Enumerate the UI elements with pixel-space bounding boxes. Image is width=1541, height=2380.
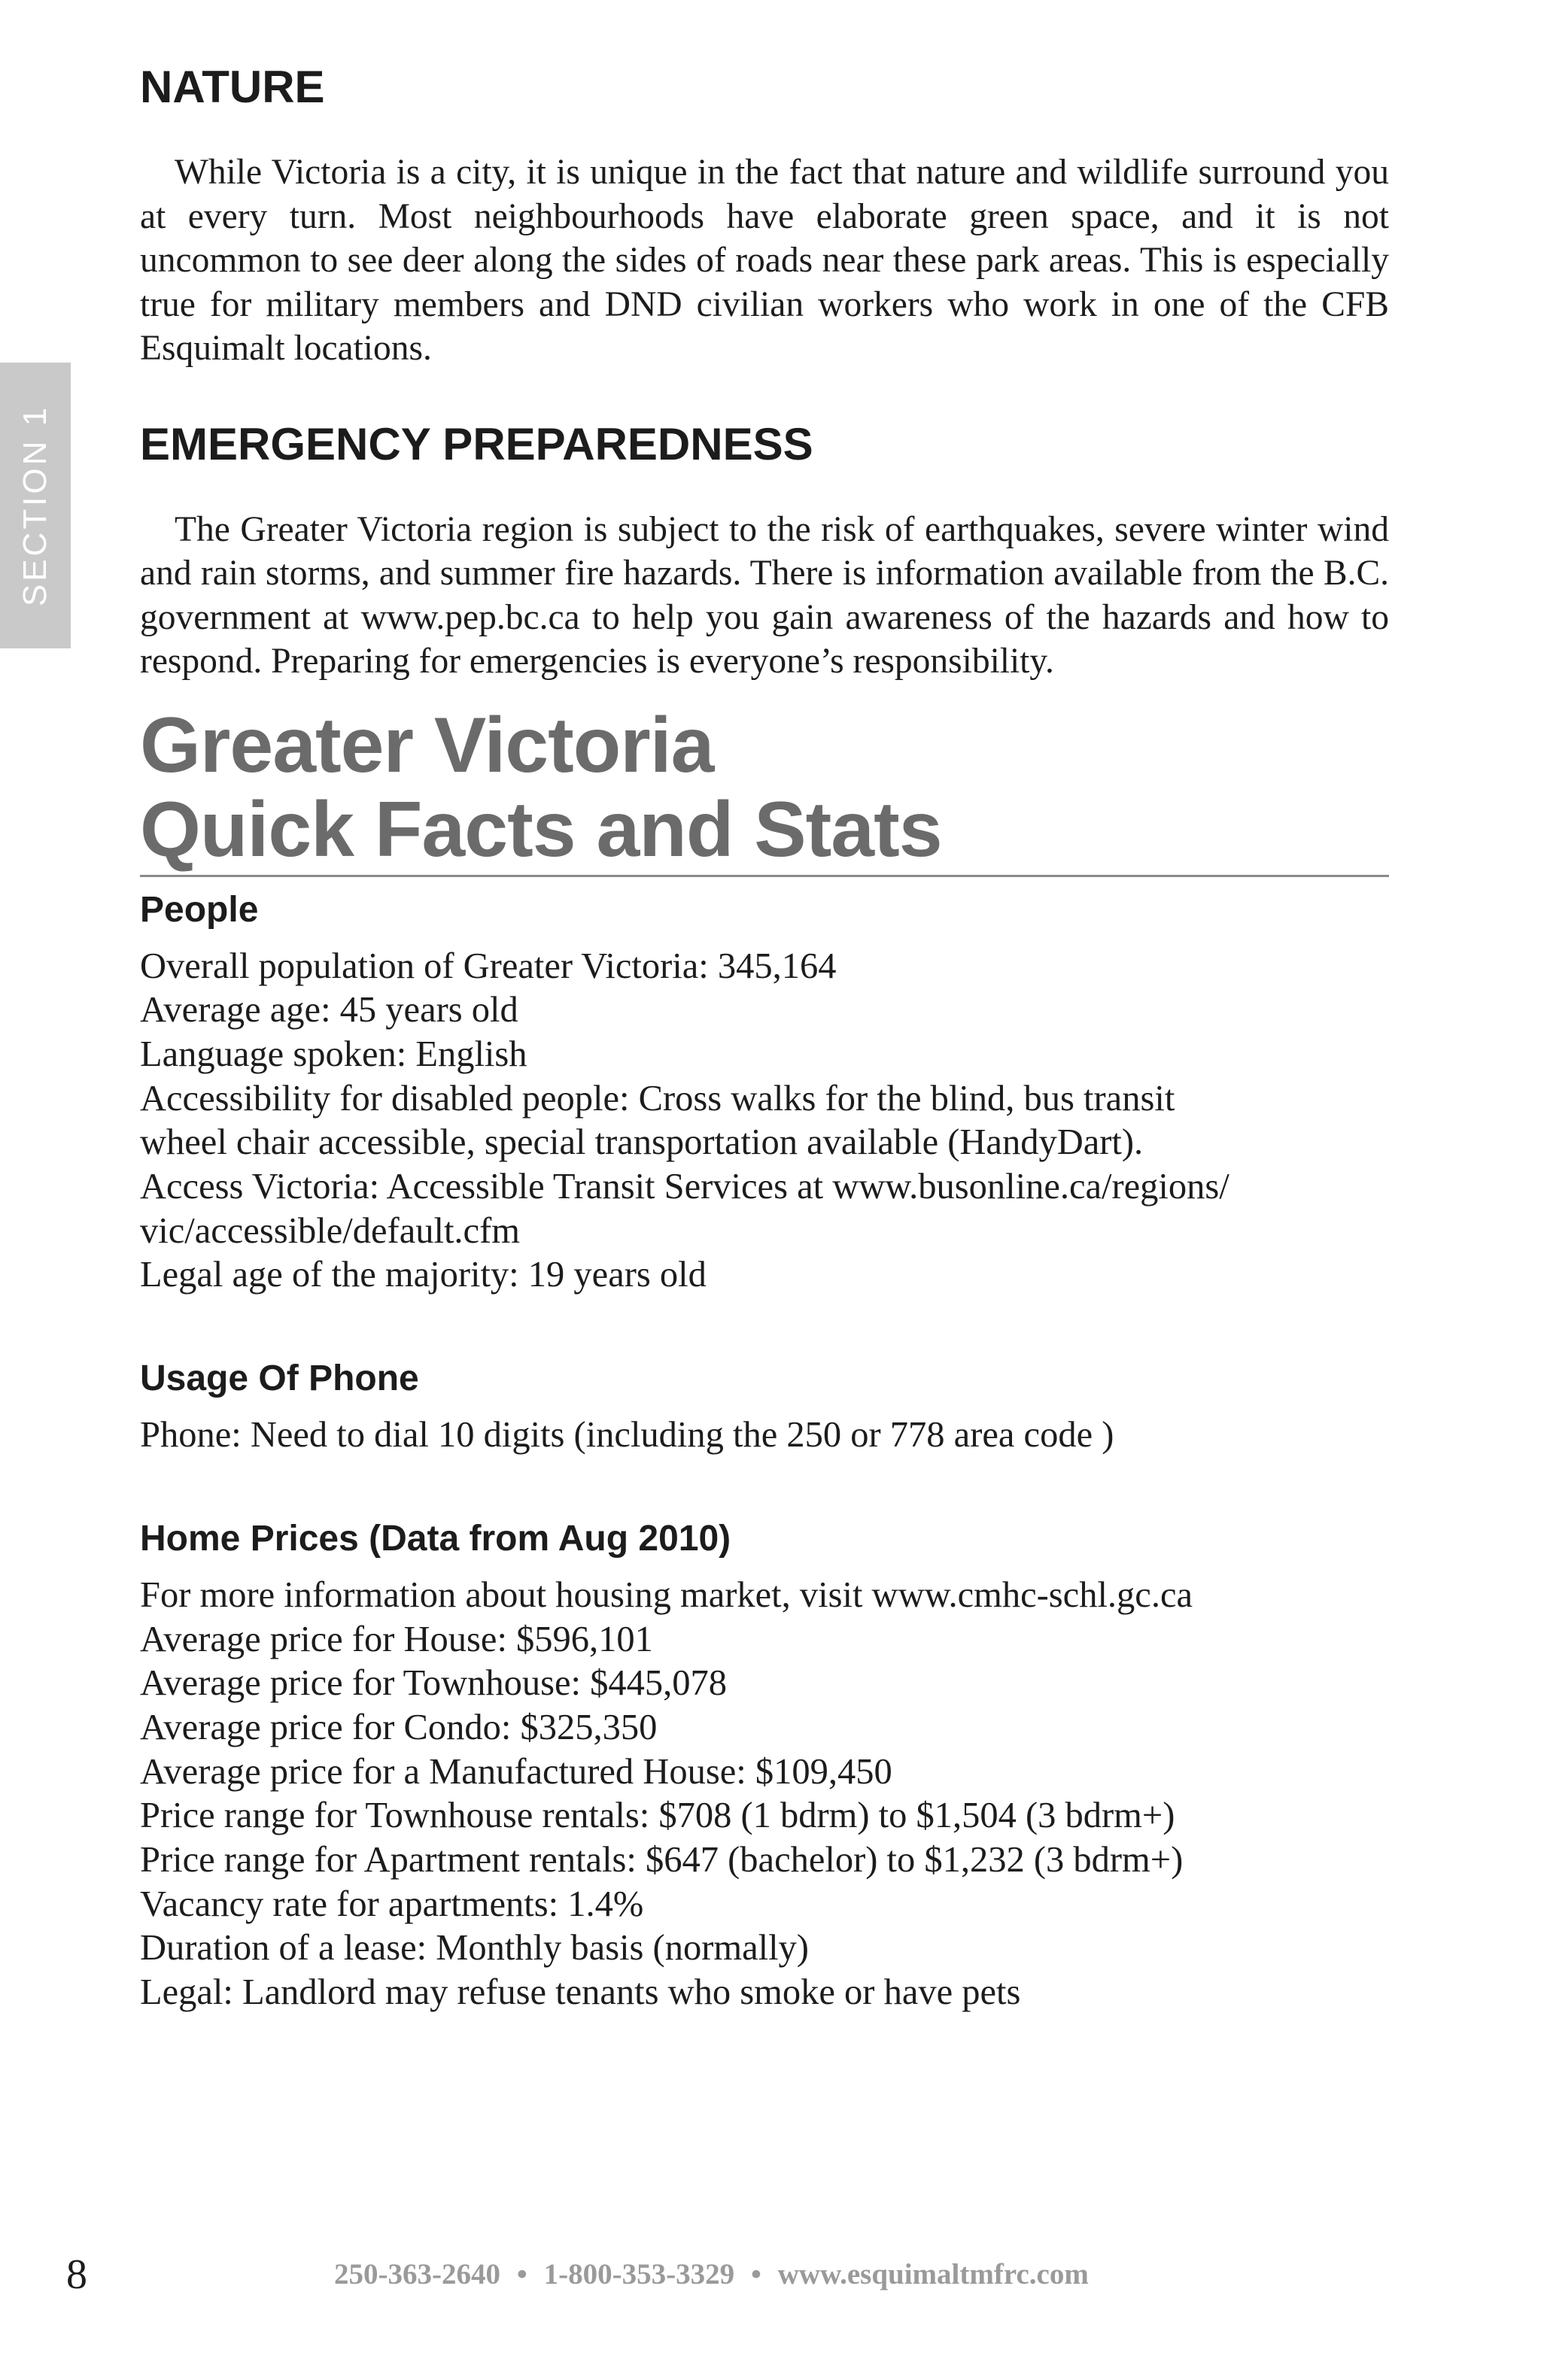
home-prices-line: Vacancy rate for apartments: 1.4% (140, 1884, 644, 1924)
quick-facts-title-line2: Quick Facts and Stats (140, 785, 942, 873)
home-prices-line: For more information about housing market, visit www.cmhc-schl.gc.ca (140, 1574, 1193, 1615)
nature-paragraph: While Victoria is a city, it is unique in the fact that nature and wildlife surround you at every turn. Most neighbourhoods have elaborate green space, and it is not uncommon to see deer along the sides of roads near these park areas. This is especially true for military members and DND civilian workers who work in one of the CFB Esquimalt locations. (140, 153, 1389, 368)
phone-section (140, 1356, 1389, 1458)
section-tab (0, 363, 71, 648)
footer-separator: • (516, 2258, 527, 2290)
home-prices-line: Average price for House: $596,101 (140, 1619, 653, 1659)
home-prices-line: Average price for Condo: $325,350 (140, 1707, 658, 1747)
home-prices-heading: Home Prices (Data from Aug 2010) (140, 1518, 731, 1559)
home-prices-line: Duration of a lease: Monthly basis (normally) (140, 1928, 809, 1969)
home-prices-section (140, 1516, 1389, 2015)
page-number: 8 (66, 2251, 87, 2298)
footer-phone-tollfree: 1-800-353-3329 (543, 2258, 735, 2290)
home-prices-line: Average price for a Manufactured House: $109,450 (140, 1751, 892, 1792)
people-line: wheel chair accessible, special transportation available (HandyDart). (140, 1122, 1144, 1163)
people-line: Legal age of the majority: 19 years old (140, 1255, 707, 1295)
phone-line: Phone: Need to dial 10 digits (including the 250 or 778 area code ) (140, 1415, 1114, 1456)
nature-heading: NATURE (140, 62, 325, 112)
footer-contact (334, 2257, 1089, 2293)
people-line: Average age: 45 years old (140, 990, 518, 1031)
home-prices-line: Legal: Landlord may refuse tenants who smoke or have pets (140, 1972, 1021, 2013)
people-line: Overall population of Greater Victoria: 345,164 (140, 946, 837, 986)
footer-separator: • (751, 2258, 761, 2290)
phone-heading: Usage Of Phone (140, 1358, 419, 1399)
people-section (140, 888, 1389, 1298)
home-prices-line: Price range for Townhouse rentals: $708 (1 bdrm) to $1,504 (3 bdrm+) (140, 1796, 1175, 1836)
home-prices-line: Average price for Townhouse: $445,078 (140, 1663, 728, 1704)
emergency-heading: EMERGENCY PREPAREDNESS (140, 418, 813, 469)
people-line: Accessibility for disabled people: Cross walks for the blind, bus transit (140, 1078, 1175, 1119)
footer-website-link[interactable]: www.esquimaltmfrc.com (777, 2258, 1089, 2290)
people-line: Access Victoria: Accessible Transit Services at www.busonline.ca/regions/ (140, 1167, 1229, 1207)
title-divider (140, 875, 1389, 877)
people-heading: People (140, 889, 259, 930)
quick-facts-title-line1: Greater Victoria (140, 701, 714, 789)
people-line: Language spoken: English (140, 1034, 527, 1074)
page-content (140, 60, 1389, 2015)
quick-facts-title (140, 703, 1389, 872)
footer-phone-local: 250-363-2640 (334, 2258, 500, 2290)
people-line: vic/accessible/default.cfm (140, 1210, 520, 1251)
emergency-paragraph: The Greater Victoria region is subject to the risk of earthquakes, severe winter wind and rain storms, and summer fire hazards. There is information available from the B.C. government at www.pep.bc.ca to help you gain awareness of the hazards and how to respond. Preparing for emergencies is everyone’s responsibility. (140, 509, 1389, 681)
section-tab-label: SECTION 1 (17, 404, 53, 607)
home-prices-line: Price range for Apartment rentals: $647 (bachelor) to $1,232 (3 bdrm+) (140, 1840, 1184, 1881)
